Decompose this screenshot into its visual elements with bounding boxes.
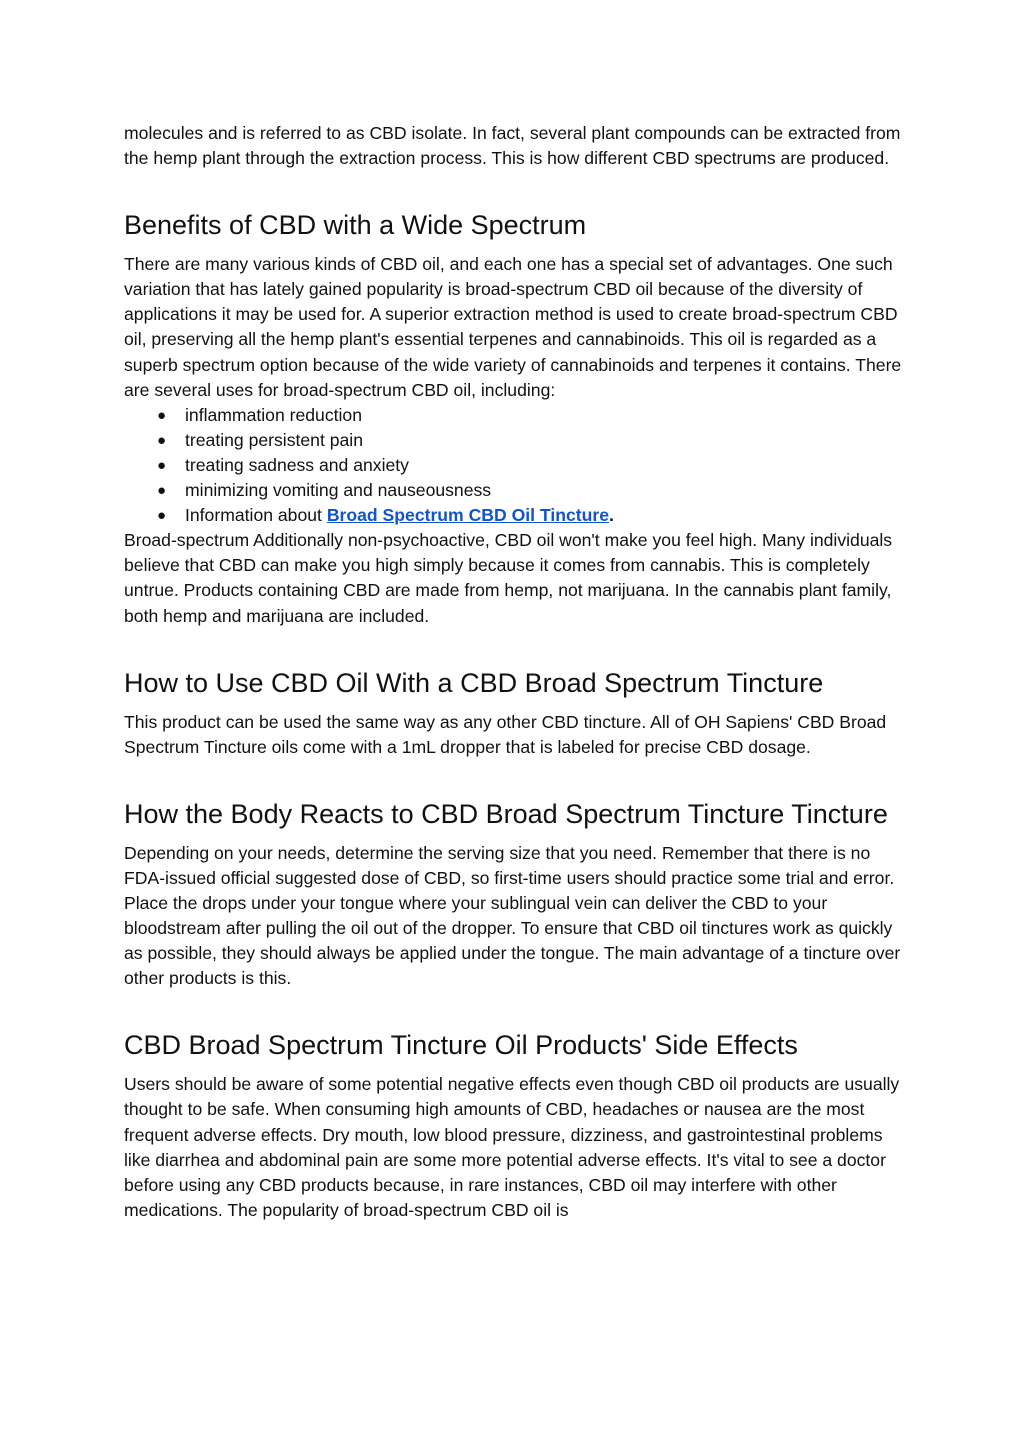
list-item-text: treating persistent pain: [185, 429, 363, 450]
list-item: [124, 403, 906, 428]
bullet-icon: ●: [157, 431, 167, 449]
list-item: [124, 503, 906, 528]
bullet-icon: ●: [157, 456, 167, 474]
side-effects-paragraph: Users should be aware of some potential negative effects even though CBD oil products are usually thought to be safe. When consuming high amounts of CBD, headaches or nausea are the most frequent adverse effects. Dry mouth, low blood pressure, dizziness, and gastrointestinal problems like diarrhea and abdominal pain are some more potential adverse effects. It's vital to see a doctor before using any CBD products because, in rare instances, CBD oil may interfere with other medications. The popularity of broad-spectrum CBD oil is: [124, 1074, 900, 1220]
benefits-list: [124, 403, 906, 528]
heading-side-effects: CBD Broad Spectrum Tincture Oil Products' Side Effects: [124, 1030, 798, 1061]
list-item: [124, 453, 906, 478]
list-item-text: minimizing vomiting and nauseousness: [185, 480, 492, 501]
document-page: [124, 121, 906, 1223]
list-item-suffix: .: [609, 505, 614, 526]
how-to-use-paragraph: This product can be used the same way as any other CBD tincture. All of OH Sapiens' CBD Broad Spectrum Tincture oils come with a 1mL dropper that is labeled for precise CBD dosage.: [124, 711, 887, 757]
broad-spectrum-tincture-link[interactable]: Broad Spectrum CBD Oil Tincture: [326, 505, 610, 526]
benefits-paragraph: There are many various kinds of CBD oil, and each one has a special set of advantages. One such variation that has lately gained popularity is broad-spectrum CBD oil because of the diversity of applications it may be used for. A superior extraction method is used to create broad-spectrum CBD oil, preserving all the hemp plant's essential terpenes and cannabinoids. This oil is regarded as a superb spectrum option because of the wide variety of cannabinoids and terpenes it contains. There are several uses for broad-spectrum CBD oil, including:: [124, 254, 902, 400]
bullet-icon: ●: [157, 482, 167, 500]
after-list-paragraph: Broad-spectrum Additionally non-psychoactive, CBD oil won't make you feel high. Many individuals believe that CBD can make you high simply because it comes from cannabis. This is completely untrue. Products containing CBD are made from hemp, not marijuana. In the cannabis plant family, both hemp and marijuana are included.: [124, 530, 893, 626]
heading-body-reacts: How the Body Reacts to CBD Broad Spectrum Tincture Tincture: [124, 798, 888, 829]
bullet-icon: ●: [157, 507, 167, 525]
list-item-prefix: Information about: [185, 505, 327, 526]
body-reacts-paragraph: Depending on your needs, determine the serving size that you need. Remember that there is no FDA-issued official suggested dose of CBD, so first-time users should practice some trial and error. Place the drops under your tongue where your sublingual vein can deliver the CBD to your bloodstream after pulling the oil out of the dropper. To ensure that CBD oil tinctures work as quickly as possible, they should always be applied under the tongue. The main advantage of a tincture over other products is this.: [124, 842, 901, 989]
heading-benefits: Benefits of CBD with a Wide Spectrum: [124, 210, 587, 241]
list-item-text: inflammation reduction: [185, 404, 363, 425]
list-item: [124, 428, 906, 453]
intro-paragraph: molecules and is referred to as CBD isolate. In fact, several plant compounds can be extracted from the hemp plant through the extraction process. This is how different CBD spectrums are produced.: [124, 123, 901, 169]
bullet-icon: ●: [157, 406, 167, 424]
heading-how-to-use: How to Use CBD Oil With a CBD Broad Spectrum Tincture: [124, 667, 824, 698]
list-item-text: treating sadness and anxiety: [185, 454, 409, 475]
list-item: [124, 478, 906, 503]
